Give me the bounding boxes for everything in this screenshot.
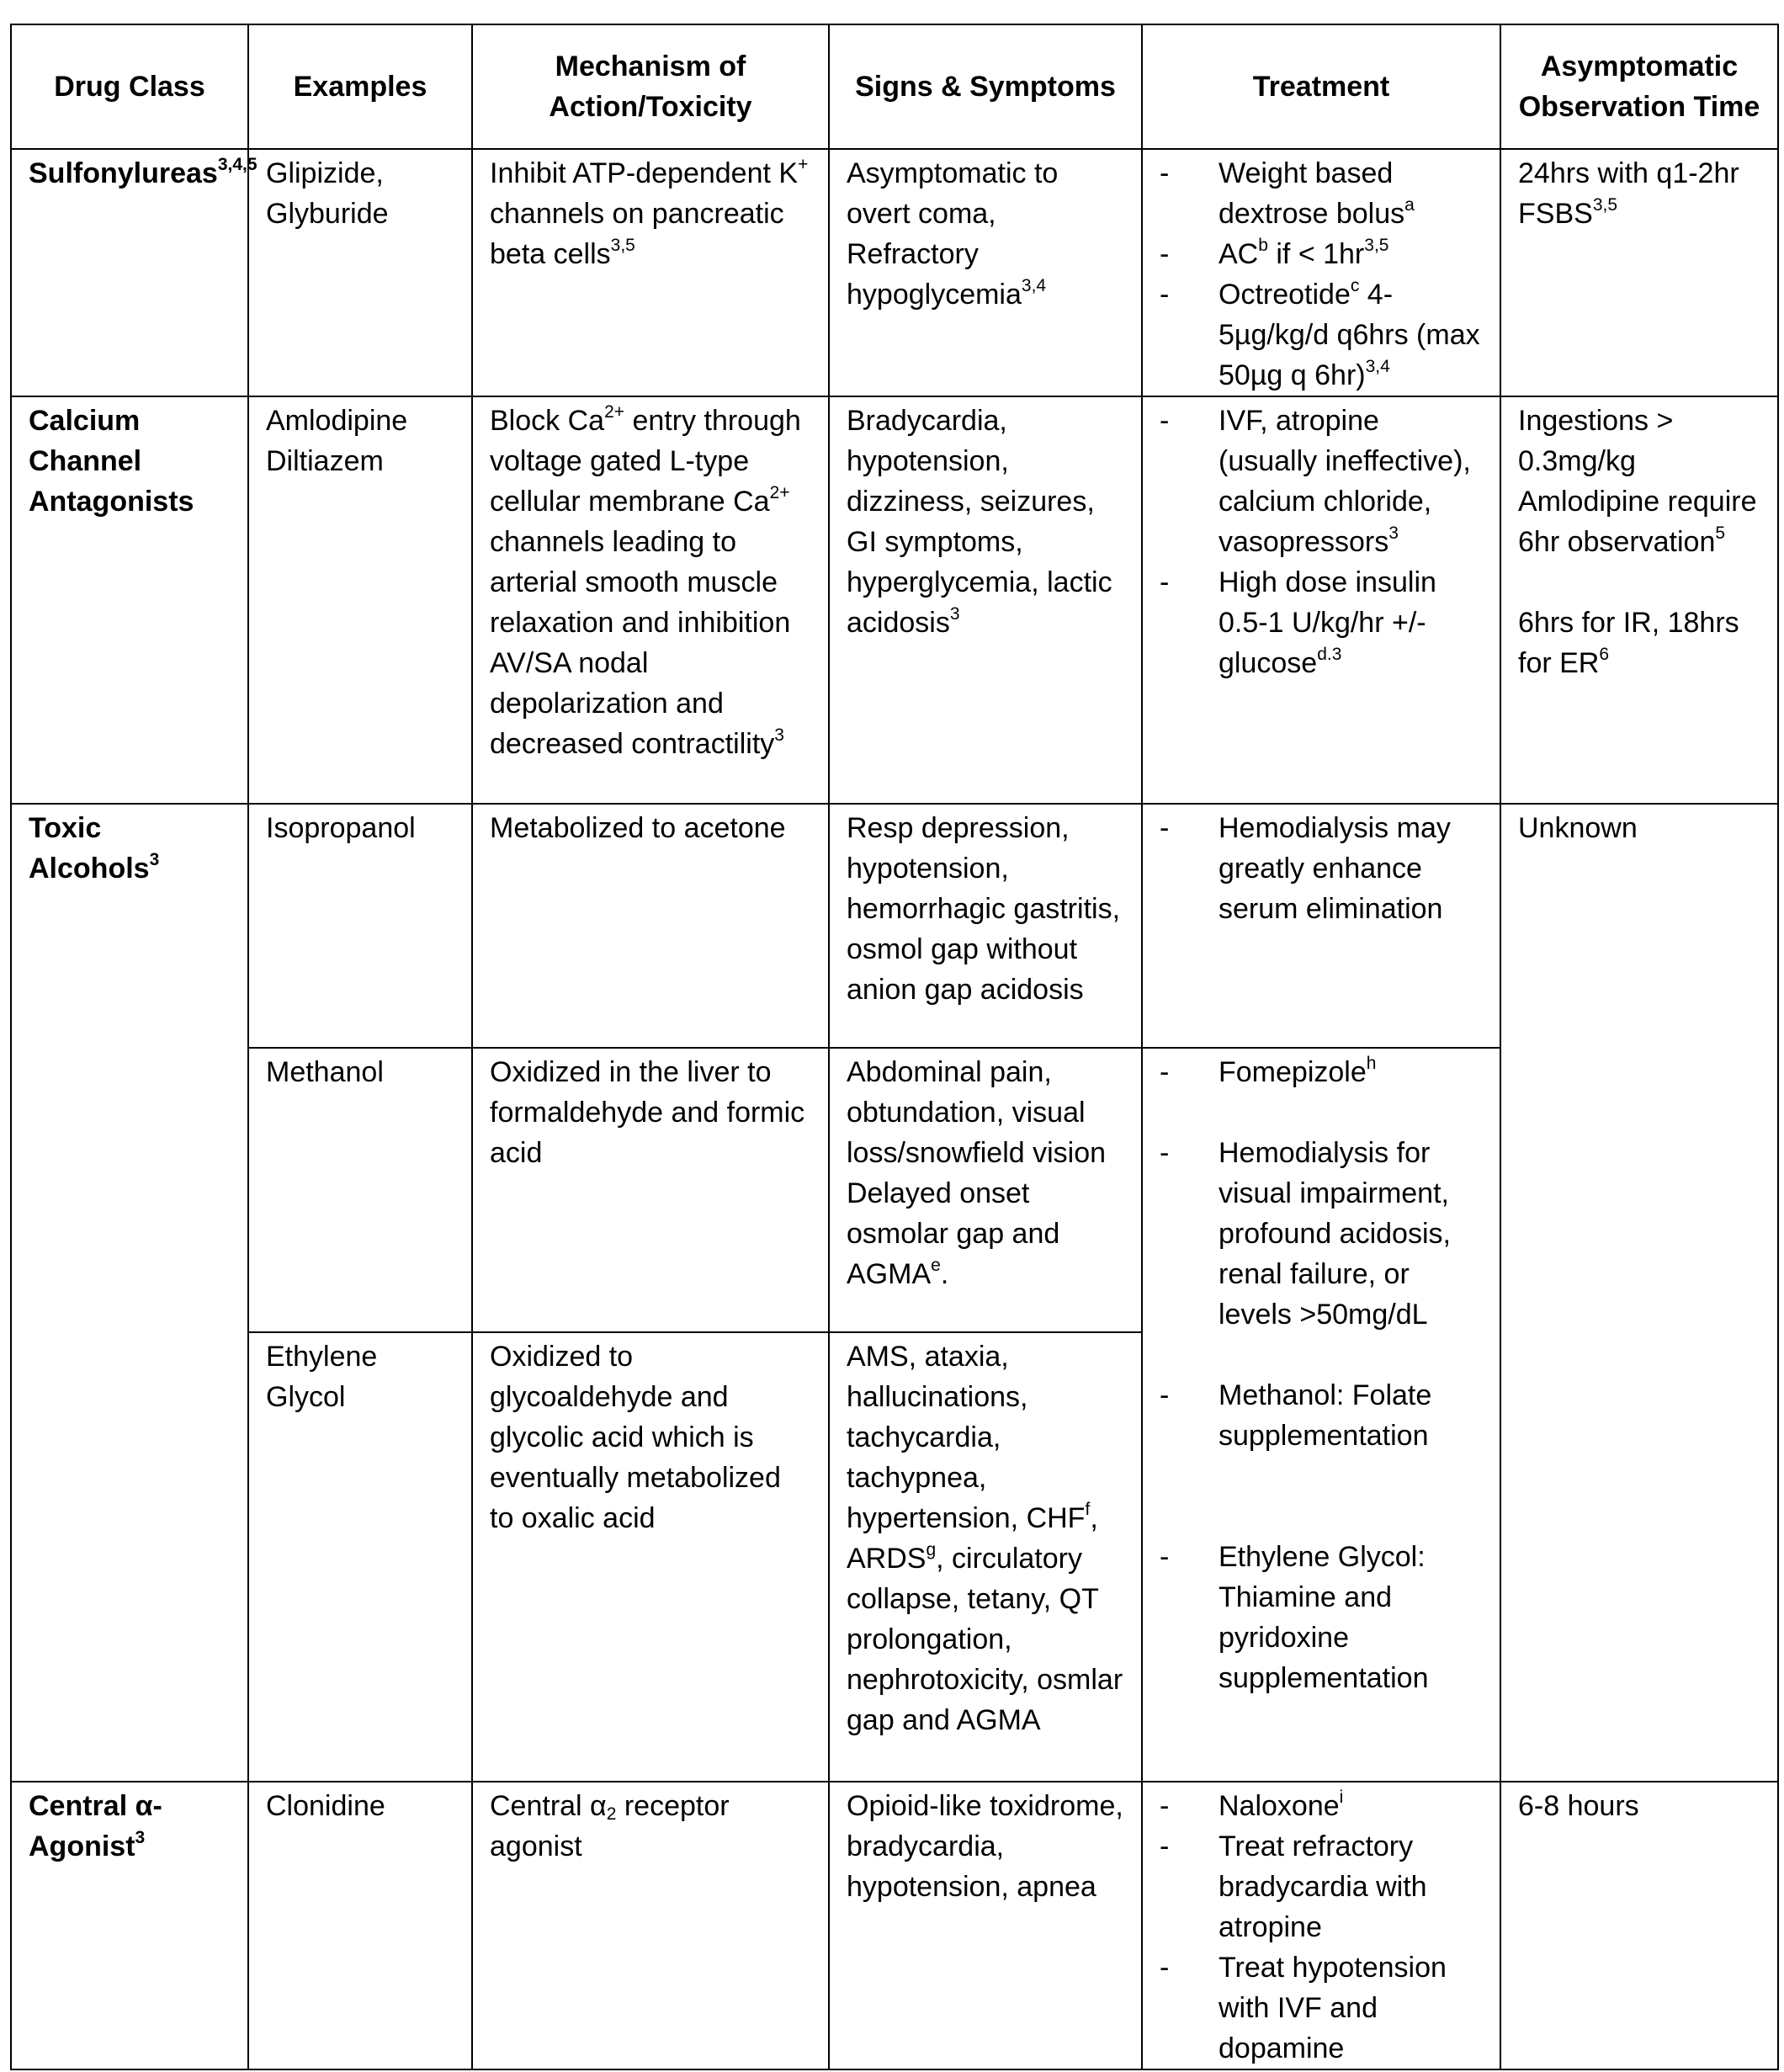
reference: 3,5 — [1364, 236, 1389, 255]
mechanism-text: entry through voltage gated L-type cellular membrane Ca — [490, 405, 801, 518]
mechanism-ethylene-glycol: Oxidized to glycoaldehyde and glycolic acid which is eventually metabolized to oxalic acid — [472, 1332, 829, 1782]
reference: 3,4 — [1365, 357, 1390, 376]
subscript: 2 — [606, 1804, 617, 1824]
treatment-item — [1160, 562, 1483, 683]
header-treatment: Treatment — [1142, 24, 1500, 149]
header-examples: Examples — [248, 24, 472, 149]
row-isopropanol — [11, 804, 1778, 1048]
header-drug-class: Drug Class — [11, 24, 248, 149]
reference: 5 — [1715, 523, 1726, 543]
reference: 3 — [135, 1828, 146, 1847]
examples-isopropanol: Isopropanol — [248, 804, 472, 1048]
superscript: 2+ — [769, 483, 790, 502]
spacer — [1160, 1456, 1483, 1537]
example-line: Diltiazem — [266, 445, 384, 477]
treatment-item — [1160, 401, 1483, 562]
signs-calcium-channel — [829, 396, 1142, 804]
spacer — [1518, 562, 1760, 603]
observation-item — [1518, 603, 1760, 683]
observation-sulfonylureas — [1500, 149, 1778, 396]
examples-calcium-channel — [248, 396, 472, 804]
observation-calcium-channel — [1500, 396, 1778, 804]
drug-class-central-alpha-agonist — [11, 1782, 248, 2069]
mechanism-text: Block Ca — [490, 405, 605, 437]
observation-text: 6hrs for IR, 18hrs for ER — [1518, 607, 1739, 679]
header-signs-symptoms: Signs & Symptoms — [829, 24, 1142, 149]
treatment-text: AC — [1219, 238, 1259, 270]
treatment-item: - Hemodialysis may greatly enhance serum elimination — [1160, 808, 1483, 929]
examples-clonidine: Clonidine — [248, 1782, 472, 2069]
examples-methanol: Methanol — [248, 1048, 472, 1332]
treatment-item — [1160, 1052, 1483, 1092]
footnote: i — [1339, 1788, 1344, 1807]
footnote: h — [1366, 1054, 1377, 1073]
treatment-text: if < 1hr — [1267, 238, 1365, 270]
mechanism-text: Inhibit ATP-dependent K — [490, 157, 799, 189]
signs-text: , ARDS — [847, 1502, 1098, 1575]
mechanism-methanol: Oxidized in the liver to formaldehyde and formic acid — [472, 1048, 829, 1332]
footnote: c — [1350, 276, 1360, 295]
footnote: f — [1085, 1500, 1091, 1519]
treatment-sulfonylureas — [1142, 149, 1500, 396]
observation-clonidine: 6-8 hours — [1500, 1782, 1778, 2069]
signs-text — [847, 1173, 1124, 1294]
signs-text: AMS, ataxia, hallucinations, tachycardia, tachypnea, hypertension, CHF — [847, 1341, 1086, 1534]
treatment-item — [1160, 234, 1483, 274]
treatment-item — [1160, 1786, 1483, 1826]
row-calcium-channel-antagonists — [11, 396, 1778, 804]
mechanism-text: receptor agonist — [490, 1790, 730, 1862]
observation-text: 24hrs with q1-2hr FSBS — [1518, 157, 1739, 230]
signs-text: , circulatory collapse, tetany, QT prolongation, nephrotoxicity, osmlar gap and AGMA — [847, 1543, 1123, 1736]
treatment-isopropanol — [1142, 804, 1500, 1048]
treatment-item — [1160, 274, 1483, 396]
mechanism-clonidine — [472, 1782, 829, 2069]
drug-class-calcium-channel: Calcium Channel Antagonists — [11, 396, 248, 804]
examples-ethylene-glycol: Ethylene Glycol — [248, 1332, 472, 1782]
superscript: + — [798, 155, 809, 174]
drug-class-toxic-alcohols — [11, 804, 248, 1782]
mechanism-text: Central α — [490, 1790, 607, 1822]
reference: 3 — [949, 604, 960, 624]
signs-ethylene-glycol — [829, 1332, 1142, 1782]
treatment-item: - Ethylene Glycol: Thiamine and pyridoxine supplementation — [1160, 1537, 1483, 1698]
mechanism-text: channels on pancreatic beta cells — [490, 198, 784, 270]
reference: .3 — [1326, 645, 1342, 664]
observation-text: Ingestions > 0.3mg/kg Amlodipine require 6hr observation — [1518, 405, 1757, 558]
signs-clonidine: Opioid-like toxidrome, bradycardia, hypotension, apnea — [829, 1782, 1142, 2069]
spacer — [1160, 1092, 1483, 1133]
treatment-item: - Treat refractory bradycardia with atropine — [1160, 1826, 1483, 1947]
treatment-clonidine — [1142, 1782, 1500, 2069]
class-name: Toxic Alcohols — [29, 812, 150, 885]
class-name: Sulfonylureas — [29, 157, 218, 189]
treatment-text: Octreotide — [1219, 279, 1351, 311]
observation-item — [1518, 401, 1760, 562]
footnote: a — [1404, 195, 1415, 215]
reference: 3,5 — [610, 236, 635, 255]
signs-text: Abdominal pain, obtundation, visual loss/snowfield vision — [847, 1056, 1107, 1169]
mechanism-sulfonylureas — [472, 149, 829, 396]
signs-sulfonylureas — [829, 149, 1142, 396]
example-line: Amlodipine — [266, 405, 408, 437]
treatment-item: - Methanol: Folate supplementation — [1160, 1375, 1483, 1456]
treatment-text: Weight based dextrose bolus — [1219, 157, 1405, 230]
reference: 3 — [774, 725, 784, 745]
reference: 3 — [149, 850, 160, 869]
example-line: Glyburide — [266, 198, 389, 230]
signs-text: Delayed onset osmolar gap and AGMA — [847, 1177, 1060, 1290]
treatment-item: - Treat hypotension with IVF and dopamine — [1160, 1947, 1483, 2069]
treatment-text: Naloxone — [1219, 1790, 1340, 1822]
mechanism-isopropanol: Metabolized to acetone — [472, 804, 829, 1048]
footnote: b — [1258, 236, 1268, 255]
reference: 3,5 — [1592, 195, 1618, 215]
treatment-calcium-channel — [1142, 396, 1500, 804]
header-observation-time: Asymptomatic Observation Time — [1500, 24, 1778, 149]
reference: 3 — [1388, 523, 1399, 543]
treatment-text: IVF, atropine (usually ineffective), calcium chloride, vasopressors — [1219, 405, 1471, 558]
mechanism-text: channels leading to arterial smooth muscle relaxation and inhibition AV/SA nodal depolarization and decreased contractility — [490, 526, 791, 760]
drug-class-sulfonylureas — [11, 149, 258, 396]
example-line: Glipizide, — [266, 157, 384, 189]
treatment-methanol-ethylene-glycol — [1142, 1048, 1500, 1782]
treatment-text: Fomepizole — [1219, 1056, 1367, 1088]
treatment-text: 4-5µg/kg/d q6hrs (max 50µg q 6hr) — [1219, 279, 1480, 391]
examples-sulfonylureas — [248, 149, 472, 396]
reference: 6 — [1599, 645, 1610, 664]
footnote: g — [926, 1540, 937, 1559]
footnote: d — [1317, 645, 1327, 664]
footnote: e — [931, 1256, 941, 1275]
signs-isopropanol: Resp depression, hypotension, hemorrhagic gastritis, osmol gap without anion gap acidosis — [829, 804, 1142, 1048]
observation-toxic-alcohols: Unknown — [1500, 804, 1778, 1782]
class-name: Central α-Agonist — [29, 1790, 162, 1862]
row-sulfonylureas — [11, 149, 1778, 396]
header-mechanism: Mechanism of Action/Toxicity — [472, 24, 829, 149]
treatment-item: - Hemodialysis for visual impairment, profound acidosis, renal failure, or levels >50mg/dL — [1160, 1133, 1483, 1335]
treatment-text: High dose insulin 0.5-1 U/kg/hr +/- glucose — [1219, 566, 1436, 679]
class-ref: 3,4,5 — [217, 155, 258, 174]
superscript: 2+ — [604, 402, 625, 422]
toxicology-table — [10, 24, 1779, 2070]
reference: 3,4 — [1021, 276, 1047, 295]
signs-text: Asymptomatic to overt coma, Refractory hypoglycemia — [847, 157, 1059, 311]
spacer — [1160, 1335, 1483, 1375]
punctuation: . — [940, 1258, 949, 1290]
header-row — [11, 24, 1778, 149]
signs-text: Bradycardia, hypotension, dizziness, seizures, GI symptoms, hyperglycemia, lactic acidosis — [847, 405, 1112, 639]
signs-methanol — [829, 1048, 1142, 1332]
mechanism-calcium-channel — [472, 396, 829, 804]
row-central-alpha-agonist — [11, 1782, 1778, 2069]
treatment-item — [1160, 153, 1483, 234]
